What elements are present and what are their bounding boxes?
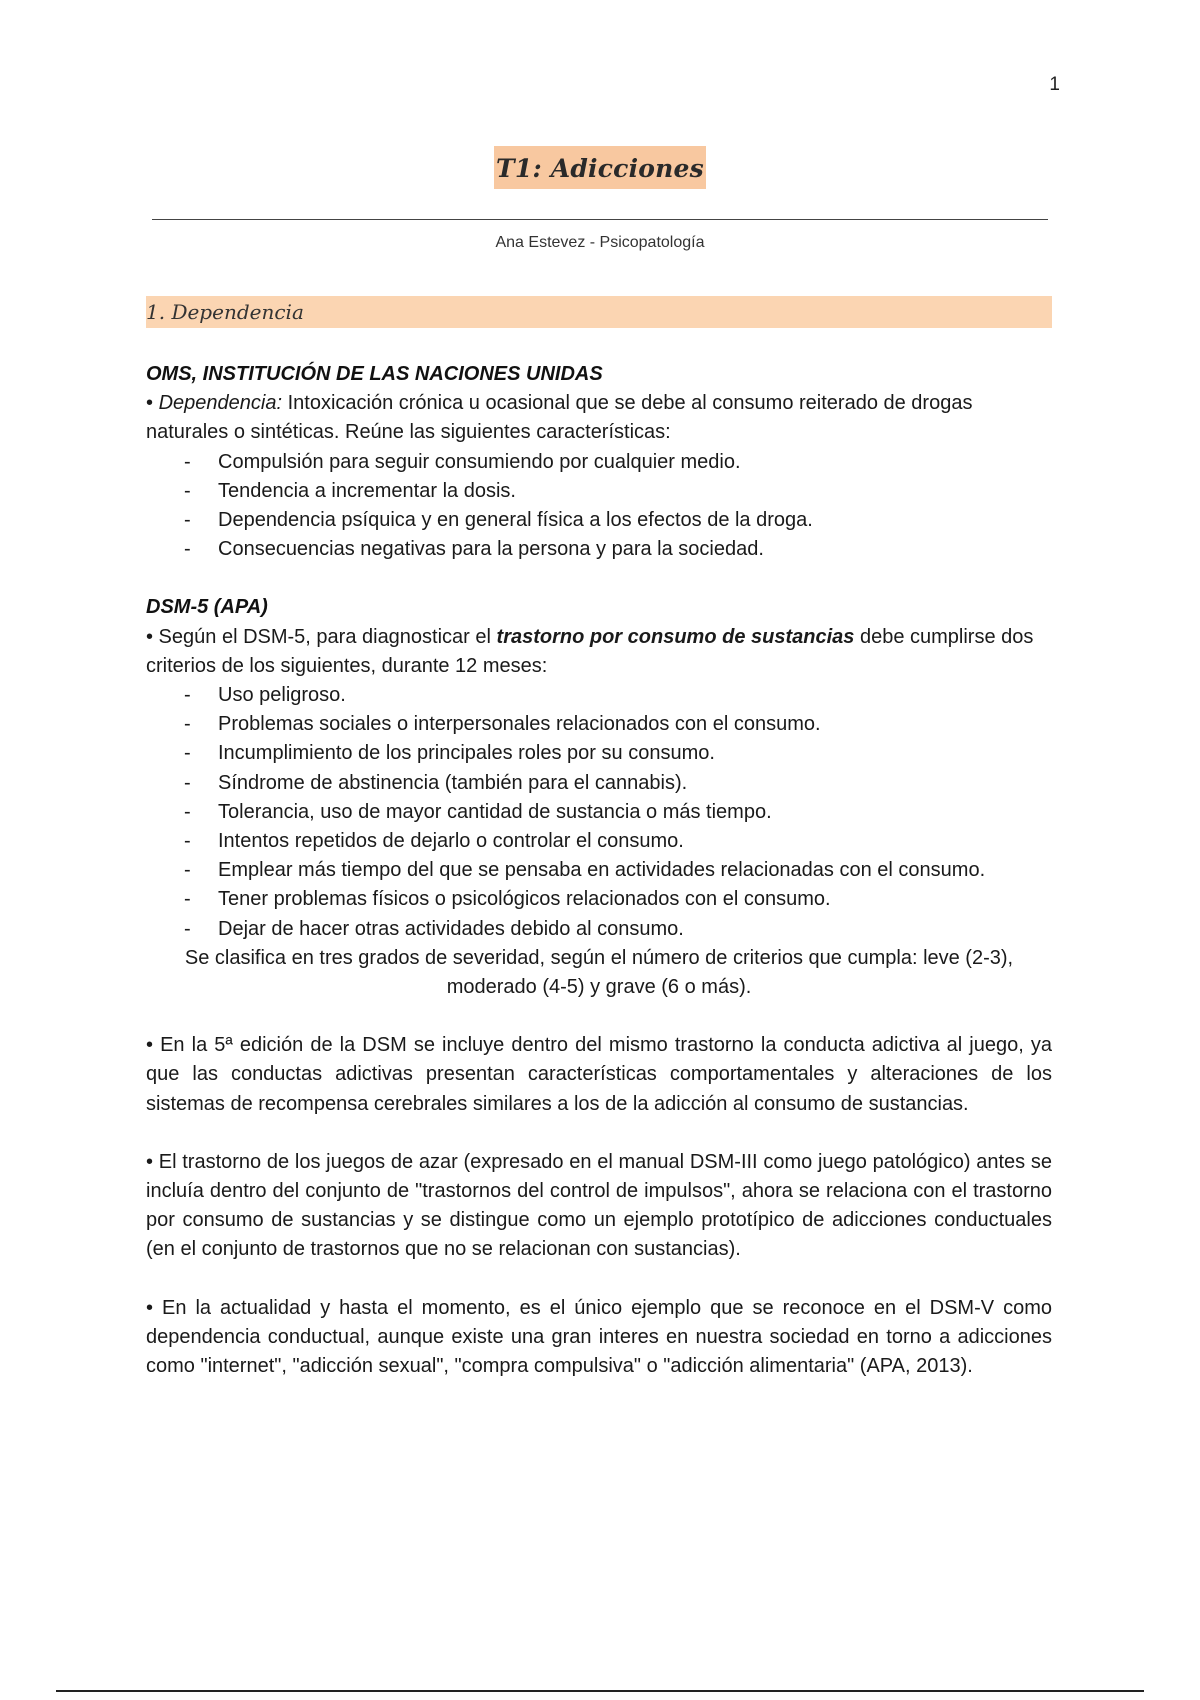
document-body [146, 360, 1052, 1381]
bullet: • [146, 392, 154, 415]
dsm-intro-after: debe cumplirse dos criterios de los siguientes, durante 12 meses: [146, 625, 1034, 677]
paragraph-gambling-dsm5: • En la 5ª edición de la DSM se incluye dentro del mismo trastorno la conducta adictiva al juego, ya que las conductas adictivas presentan características comportamentales y alteraciones de los sistemas de recompensa cerebrales similares a los de la adicción al consumo de sustancias. [146, 1034, 1052, 1115]
list-item: - Tolerancia, uso de mayor cantidad de sustancia o más tiempo. [218, 798, 1052, 827]
section-title: 1. Dependencia [146, 300, 304, 324]
dsm-heading: DSM-5 (APA) [146, 596, 268, 619]
oms-definition-text: Intoxicación crónica u ocasional que se debe al consumo reiterado de drogas naturales o sintéticas. Reúne las siguientes características: [146, 392, 973, 444]
list-item: - Emplear más tiempo del que se pensaba en actividades relacionadas con el consumo. [218, 856, 1052, 885]
document-subtitle: Ana Estevez - Psicopatología [495, 234, 705, 251]
title-container [0, 146, 1200, 189]
footer-divider [56, 1690, 1144, 1692]
list-item: - Compulsión para seguir consumiendo por cualquier medio. [218, 448, 1052, 477]
list-item: - Dejar de hacer otras actividades debido al consumo. [218, 915, 1052, 944]
paragraph-behavioral-dependence: • En la actualidad y hasta el momento, es el único ejemplo que se reconoce en el DSM-V como dependencia conductual, aunque existe una gran interes en nuestra sociedad en torno a adicciones como "internet", "adicción sexual", "compra compulsiva" o "adicción alimentaria" (APA, 2013). [146, 1296, 1052, 1378]
dsm-intro-before: • Según el DSM-5, para diagnosticar el [146, 625, 491, 648]
dsm-severity: Se clasifica en tres grados de severidad, según el número de criterios que cumpla: leve (2-3), moderado (4-5) y grave (6 o más). [184, 946, 1014, 999]
oms-characteristics-list [146, 448, 1052, 565]
list-item: - Dependencia psíquica y en general física a los efectos de la droga. [218, 506, 1052, 535]
list-item: - Incumplimiento de los principales roles por su consumo. [218, 739, 1052, 768]
dsm-intro-emphasis: trastorno por consumo de sustancias [496, 625, 855, 648]
list-item: - Uso peligroso. [218, 681, 1052, 710]
list-item: - Consecuencias negativas para la persona y para la sociedad. [218, 535, 1052, 564]
list-item: - Síndrome de abstinencia (también para el cannabis). [218, 769, 1052, 798]
oms-definition [146, 389, 1052, 447]
page-number: 1 [1049, 74, 1060, 95]
dsm-intro [146, 623, 1052, 681]
list-item: - Problemas sociales o interpersonales relacionados con el consumo. [218, 710, 1052, 739]
list-item: - Tendencia a incrementar la dosis. [218, 477, 1052, 506]
oms-term: Dependencia: [158, 392, 283, 415]
list-item: - Tener problemas físicos o psicológicos relacionados con el consumo. [218, 885, 1052, 914]
paragraph-gambling-disorder: • El trastorno de los juegos de azar (expresado en el manual DSM-III como juego patológico) antes se incluía dentro del conjunto de "trastornos del control de impulsos", ahora se relaciona con el trastorno por consumo de sustancias y se distingue como un ejemplo prototípico de adicciones conductuales (en el conjunto de trastornos que no se relacionan con sustancias). [146, 1150, 1052, 1261]
list-item: - Intentos repetidos de dejarlo o controlar el consumo. [218, 827, 1052, 856]
dsm-criteria-list [146, 681, 1052, 944]
document-title: T1: Adicciones [494, 146, 706, 189]
oms-heading: OMS, INSTITUCIÓN DE LAS NACIONES UNIDAS [146, 363, 603, 385]
section-header-bar [146, 296, 1052, 328]
header-divider [152, 219, 1048, 220]
